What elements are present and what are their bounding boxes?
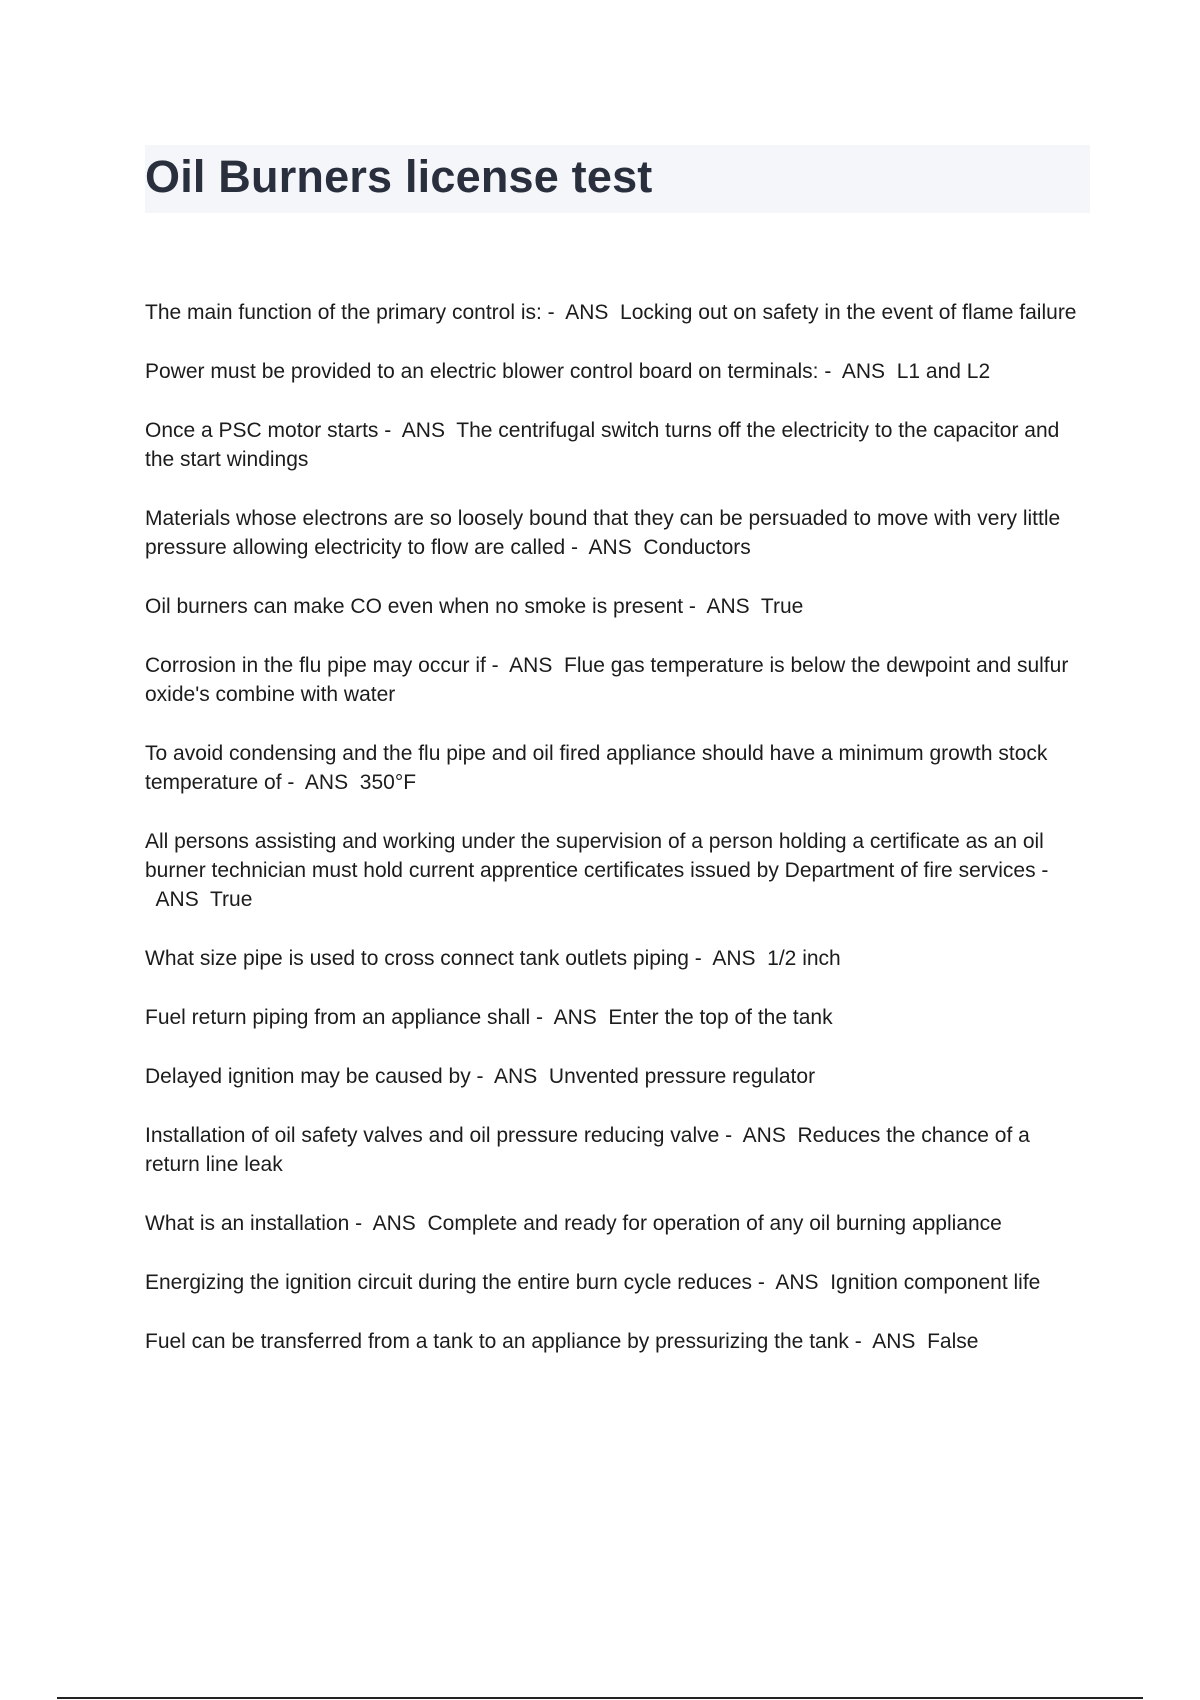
question-text: Oil burners can make CO even when no smoke is present - xyxy=(145,595,696,618)
answer-text: 350°F xyxy=(359,771,417,794)
answer-text: True xyxy=(760,595,804,618)
answer-text: L1 and L2 xyxy=(896,360,991,383)
ans-label: ANS xyxy=(565,301,609,324)
ans-label: ANS xyxy=(304,771,349,794)
qa-item xyxy=(145,1209,1090,1238)
answer-text: Locking out on safety in the event of flame failure xyxy=(620,301,1077,324)
qa-item xyxy=(145,944,1090,973)
ans-label: ANS xyxy=(494,1065,538,1088)
qa-item xyxy=(145,416,1090,474)
answer-text: Conductors xyxy=(643,536,751,559)
qa-item xyxy=(145,1327,1090,1356)
answer-text: Complete and ready for operation of any oil burning appliance xyxy=(427,1212,1002,1235)
question-text: Delayed ignition may be caused by - xyxy=(145,1065,484,1088)
ans-label: ANS xyxy=(588,536,632,559)
ans-label: ANS xyxy=(706,595,750,618)
ans-label: ANS xyxy=(841,360,886,383)
footer-divider xyxy=(57,1697,1143,1699)
answer-text: Unvented pressure regulator xyxy=(548,1065,816,1088)
page-title: Oil Burners license test xyxy=(145,151,653,202)
qa-item xyxy=(145,1121,1090,1179)
answer-text: Enter the top of the tank xyxy=(608,1006,833,1029)
question-text: To avoid condensing and the flu pipe and oil fired appliance should have a minimum growth stock temperature of - xyxy=(145,742,1048,794)
qa-item xyxy=(145,651,1090,709)
question-text: Fuel return piping from an appliance shall - xyxy=(145,1006,544,1029)
answer-text: Reduces the chance of a return line leak xyxy=(145,1124,1030,1176)
question-text: The main function of the primary control is: - xyxy=(145,301,555,324)
ans-label: ANS xyxy=(553,1006,597,1029)
ans-label: ANS xyxy=(872,1330,916,1353)
question-text: Materials whose electrons are so loosely bound that they can be persuaded to move with very little pressure allowing electricity to flow are called - xyxy=(145,507,1061,559)
answer-text: Flue gas temperature is below the dewpoint and sulfur oxide's combine with water xyxy=(145,654,1069,706)
ans-label: ANS xyxy=(401,419,445,442)
question-text: Fuel can be transferred from a tank to an appliance by pressurizing the tank - xyxy=(145,1330,862,1353)
ans-label: ANS xyxy=(509,654,553,677)
ans-label: ANS xyxy=(742,1124,786,1147)
ans-label: ANS xyxy=(372,1212,416,1235)
ans-label: ANS xyxy=(775,1271,819,1294)
qa-item xyxy=(145,1268,1090,1297)
question-text: Once a PSC motor starts - xyxy=(145,419,392,442)
qa-item xyxy=(145,592,1090,621)
qa-item xyxy=(145,504,1090,562)
qa-item xyxy=(145,827,1090,914)
ans-label: ANS xyxy=(712,947,756,970)
qa-item xyxy=(145,1003,1090,1032)
answer-text: Ignition component life xyxy=(830,1271,1041,1294)
qa-item xyxy=(145,1062,1090,1091)
qa-item xyxy=(145,739,1090,797)
question-text: All persons assisting and working under the supervision of a person holding a certificate as an oil burner technician must hold current apprentice certificates issued by Department of fire services - xyxy=(145,830,1049,882)
qa-item xyxy=(145,357,1090,386)
question-text: What size pipe is used to cross connect tank outlets piping - xyxy=(145,947,702,970)
answer-text: True xyxy=(210,888,253,911)
question-text: Corrosion in the flu pipe may occur if - xyxy=(145,654,499,677)
answer-text: The centrifugal switch turns off the electricity to the capacitor and the start windings xyxy=(145,419,1060,471)
question-text: Installation of oil safety valves and oil pressure reducing valve - xyxy=(145,1124,733,1147)
question-text: What is an installation - xyxy=(145,1212,363,1235)
answer-text: 1/2 inch xyxy=(767,947,841,970)
qa-item xyxy=(145,298,1090,327)
title-banner xyxy=(145,145,1090,213)
question-text: Energizing the ignition circuit during the entire burn cycle reduces - xyxy=(145,1271,765,1294)
question-text: Power must be provided to an electric blower control board on terminals: - xyxy=(145,360,832,383)
qa-list xyxy=(145,298,1090,1386)
answer-text: False xyxy=(927,1330,979,1353)
ans-label: ANS xyxy=(155,888,199,911)
